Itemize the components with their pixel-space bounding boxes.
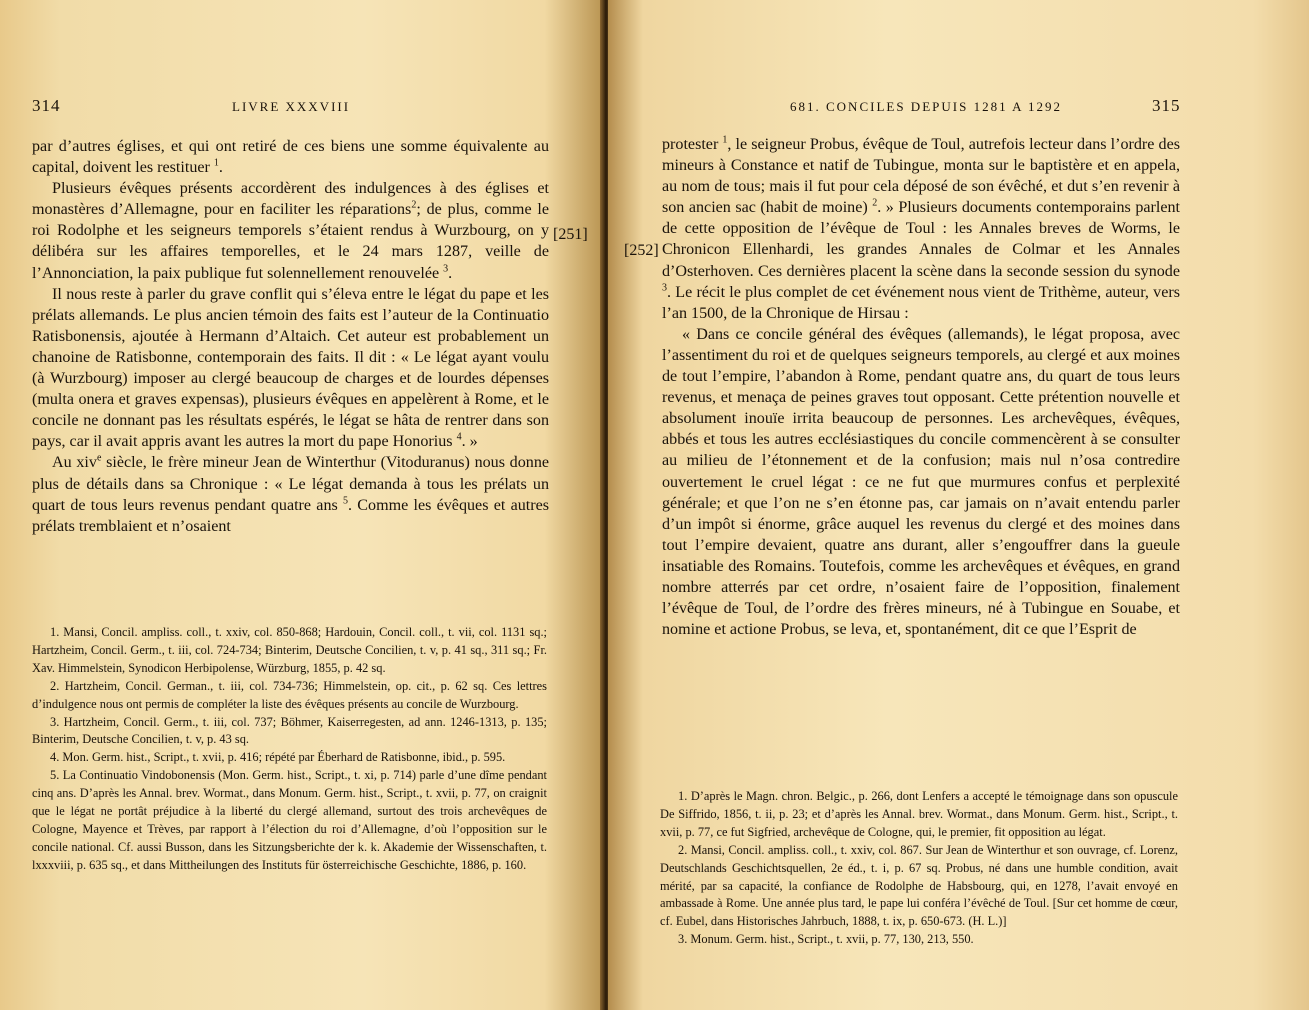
right-footnotes xyxy=(660,788,1178,949)
right-page-header xyxy=(608,96,1309,120)
footnote: 5. La Continuatio Vindobonensis (Mon. Germ. hist., Script., t. xi, p. 714) parle d’une dîme pendant cinq ans. D’après les Annal. brev. Wormat., dans Monum. Germ. hist., Script., t. xvii, p. 77, on craignit que le légat ne portât préjudice à la liberté du clergé allemand, surtout des trois archevêques de Cologne, Mayence et Trèves, par rapport à l’élection du roi d’Allemagne, d’où l’opposition sur le concile national. Cf. aussi Busson, dans les Sitzungsberichte der k. k. Akademie der Wissenschaften, t. lxxxviii, p. 635 sq., et dans Mittheilungen des Instituts für österreichische Geschichte, 1886, p. 160. xyxy=(32,768,547,872)
margin-reference: [252] xyxy=(624,242,659,259)
footnote: 4. Mon. Germ. hist., Script., t. xvii, p. 416; répété par Éberhard de Ratisbonne, ibid., p. 595. xyxy=(50,750,506,765)
page-number: 315 xyxy=(1152,96,1181,115)
page-number: 314 xyxy=(32,96,61,115)
footnote: 2. Hartzheim, Concil. German., t. iii, col. 734-736; Himmelstein, op. cit., p. 62 sq. Ces lettres d’indulgence nous ont permis de compléter la liste des évêques présents au concile de Wurzbourg. xyxy=(32,678,547,711)
paragraph: Plusieurs évêques présents accordèrent des indulgences à des églises et monastères d’Allemagne, pour en faciliter les réparations$^2$; de plus, comme le roi Rodolphe et les seigneurs temporels s’étaient rendus à Wurzbourg, on y délibéra sur les affaires temporelles, et le 24 mars 1287, veille de l’Annonciation, la paix publique fut solennellement renouvelée $^3$. xyxy=(32,180,549,282)
paragraph: par d’autres églises, et qui ont retiré de ces biens une somme équivalente au capital, doivent les restituer $^1$. xyxy=(32,138,549,177)
running-head: 681. CONCILES DEPUIS 1281 A 1292 xyxy=(790,99,1063,114)
footnote: 1. Mansi, Concil. ampliss. coll., t. xxiv, col. 850-868; Hardouin, Concil. coll., t. vii, col. 1131 sq.; Hartzheim, Concil. Germ., t. iii, col. 724-734; Binterim, Deutsche Concilien, t. v, p. 41 sq., 311 sq.; Fr. Xav. Himmelstein, Synodicon Herbipolense, Würzburg, 1855, p. 42 sq. xyxy=(32,625,547,675)
footnote: 1. D’après le Magn. chron. Belgic., p. 266, dont Lenfers a accepté le témoignage dans son opuscule De Siffrido, 1856, t. ii, p. 23; et d’après les Annal. brev. Wormat., dans Monum. Germ. hist., Script., t. xvii, p. 77, ce fut Sigfried, archevêque de Cologne, qui, le premier, fit opposition au légat. xyxy=(660,789,1178,839)
paragraph: protester $^1$, le seigneur Probus, évêque de Toul, autrefois lecteur dans l’ordre des mineurs à Constance et natif de Tubingue, monta sur le baptistère et en appela, au nom de tous; mais il fut pour cela déposé de son évêché, et dut s’en revenir à son ancien sac (habit de moine) $^2$. » Plusieurs documents contemporains parlent de cette opposition de l’évêque de Toul : les Annales breves de Worms, le Chronicon Ellenhardi, les grandes Annales de Colmar et les Annales d’Osterhoven. Ces dernières placent la scène dans la seconde session du synode $^3$. Le récit le plus complet de cet événement nous vient de Trithème, auteur, vers l’an 1500, de la Chronique de Hirsau : xyxy=(662,134,1181,322)
margin-reference: [251] xyxy=(553,226,588,243)
right-body-text xyxy=(662,134,1180,640)
left-page xyxy=(0,0,605,1010)
footnote: 3. Hartzheim, Concil. Germ., t. iii, col. 737; Böhmer, Kaiserregesten, ad ann. 1246-1313, p. 135; Binterim, Deutsche Concilien, t. v, p. 43 sq. xyxy=(32,714,547,747)
footnote: 2. Mansi, Concil. ampliss. coll., t. xxiv, col. 867. Sur Jean de Winterthur et son ouvrage, cf. Lorenz, Deutschlands Geschichtsquellen, 2e éd., t. i, p. 67 sq. Probus, né dans une humble condition, avait mérité, par sa capacité, la confiance de Rodolphe de Habsbourg, qui, en 1278, l’avait envoyé en ambassade à Rome. Une année plus tard, le pape lui conféra l’évêché de Toul. [Sur cet homme de cœur, cf. Eubel, dans Historisches Jahrbuch, 1888, t. ix, p. 650-673. (H. L.)] xyxy=(660,842,1178,929)
footnote: 3. Monum. Germ. hist., Script., t. xvii, p. 77, 130, 213, 550. xyxy=(678,932,974,947)
left-page-header xyxy=(0,96,605,120)
paragraph: Il nous reste à parler du grave conflit qui s’éleva entre le légat du pape et les prélats allemands. Le plus ancien témoin des faits est l’auteur de la Continuatio Ratisbonensis, ajoutée à Hermann d’Altaich. Cet auteur est probablement un chanoine de Ratisbonne, contemporain des faits. Il dit : « Le légat ayant voulu (à Wurzbourg) imposer au clergé beaucoup de charges et de lourdes dépenses (multa onera et graves expensas), plusieurs évêques en appelèrent à Rome, et le concile ne donnant pas les résultats espérés, le légat se hâta de rentrer dans son pays, car il avait appris avant les autres la mort du pape Honorius $^4$. » xyxy=(32,285,549,451)
left-body-text xyxy=(32,136,549,537)
running-head: LIVRE XXXVIII xyxy=(232,99,351,114)
paragraph: « Dans ce concile général des évêques (allemands), le légat proposa, avec l’assentiment du roi et de quelques seigneurs temporels, au clergé et aux moines de tout l’empire, l’abandon à Rome, pendant quatre ans, du quart de tous leurs revenus, et menaça de peines graves tout opposant. Cette prétention nouvelle et absolument inouïe irrita beaucoup de personnes. Les archevêques, évêques, abbés et tous les autres ecclésiastiques du concile commencèrent à se consulter au milieu de l’étonnement et de la confusion; mais nul n’osa contredire ouvertement le cruel légat : ce ne fut que murmures confus et perplexité générale; et que l’on ne s’en étonne pas, car jamais on n’avait entendu parler d’un impôt si énorme, grâce auquel les revenus du clergé et des moines dans tout l’empire devaient, quatre ans durant, aller s’engouffrer dans la gueule insatiable des Romains. Toutefois, comme les archevêques et évêques, en grand nombre atterrés par cet ordre, n’osaient faire de l’opposition, finalement l’évêque de Toul, de l’ordre des frères mineurs, né à Tubingue en Souabe, et nomine et actione Probus, se leva, et, spontanément, dit ce que l’Esprit de xyxy=(662,325,1180,639)
paragraph: Au xiv$^e$ siècle, le frère mineur Jean de Winterthur (Vitoduranus) nous donne plus de détails dans sa Chronique : « Le légat demanda à tous les prélats un quart de tous leurs revenus pendant quatre ans $^5$. Comme les évêques et autres prélats tremblaient et n’osaient xyxy=(32,453,550,535)
left-footnotes xyxy=(32,624,547,875)
right-page xyxy=(608,0,1309,1010)
